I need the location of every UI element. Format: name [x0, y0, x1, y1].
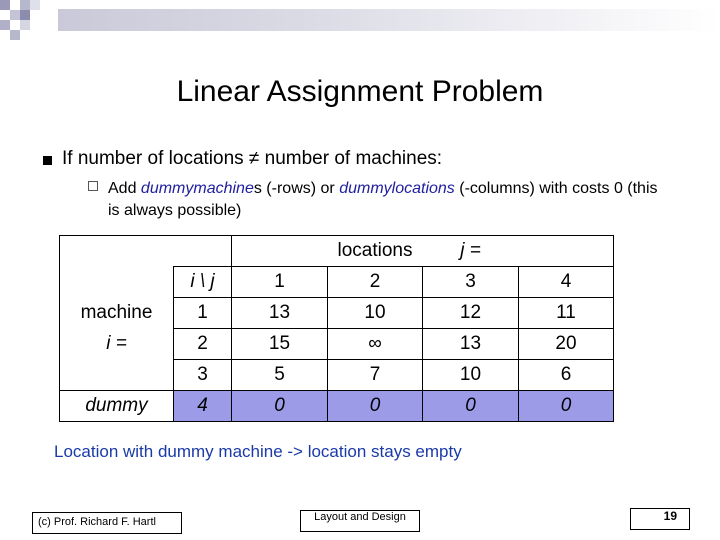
col-label: 2 [369, 271, 381, 292]
table-cell: 5 [274, 364, 285, 385]
table-cell: 0 [274, 395, 285, 416]
row-group-i: i = [106, 333, 127, 354]
slide-title: Linear Assignment Problem [176, 75, 544, 108]
square-bullet-icon [43, 156, 52, 165]
decorative-squares [0, 0, 60, 40]
table-cell: 20 [555, 333, 577, 354]
table-cell: 7 [369, 364, 381, 385]
header-gradient-bar [58, 9, 720, 31]
table-cell: 10 [364, 302, 386, 323]
cost-matrix-table [59, 235, 614, 422]
bullet-text: If number of locations ≠ number of machines: [62, 148, 443, 169]
table-header-row [60, 236, 614, 267]
table-cell: 13 [268, 302, 291, 323]
sub-text-locations: locations [391, 180, 455, 197]
note-text: Location with dummy machine -> location stays empty [54, 442, 462, 461]
row-label: 3 [197, 364, 208, 385]
sub-text-part: Add [108, 180, 141, 197]
row-group-dummy: dummy [85, 395, 148, 416]
table-row [60, 329, 614, 360]
bullet-point [43, 148, 442, 170]
header-locations: locations [337, 240, 413, 261]
table-cell: 0 [369, 395, 381, 416]
sub-text-dummy: dummy [339, 180, 392, 197]
table-row [60, 360, 614, 391]
sub-text-dummy: dummy [140, 180, 194, 197]
table-row [60, 298, 614, 329]
col-label: 1 [274, 271, 285, 292]
footer-topic: Layout and Design [300, 510, 420, 532]
sub-text-part: (-columns) with costs 0 (this is always possible) [108, 180, 658, 219]
table-cell: ∞ [368, 333, 382, 354]
table-cell: 0 [560, 395, 572, 416]
sub-text-part: s (-rows) or [253, 180, 340, 197]
sub-text-machine: machine [193, 180, 254, 197]
sub-bullet-text [108, 178, 668, 222]
col-label: 4 [560, 271, 572, 292]
table-cell: 0 [465, 395, 476, 416]
table-cell: 6 [560, 364, 572, 385]
table-cell: 15 [268, 333, 291, 354]
table-cell: 11 [556, 302, 576, 323]
table-cell: 13 [459, 333, 482, 354]
table-row [60, 267, 614, 298]
footer-copyright: (c) Prof. Richard F. Hartl [32, 512, 182, 534]
page-number: 19 [630, 508, 690, 530]
col-label: 3 [465, 271, 476, 292]
table-cell: 12 [459, 302, 482, 323]
row-group-machine: machine [80, 302, 153, 323]
corner-label: i \ j [190, 271, 215, 292]
row-label: 1 [197, 302, 208, 323]
row-label: 2 [197, 333, 208, 354]
header-j: j = [460, 240, 481, 261]
dummy-row [60, 391, 614, 422]
checkbox-bullet-icon [88, 181, 98, 191]
row-label: 4 [197, 395, 208, 416]
table-cell: 10 [459, 364, 482, 385]
